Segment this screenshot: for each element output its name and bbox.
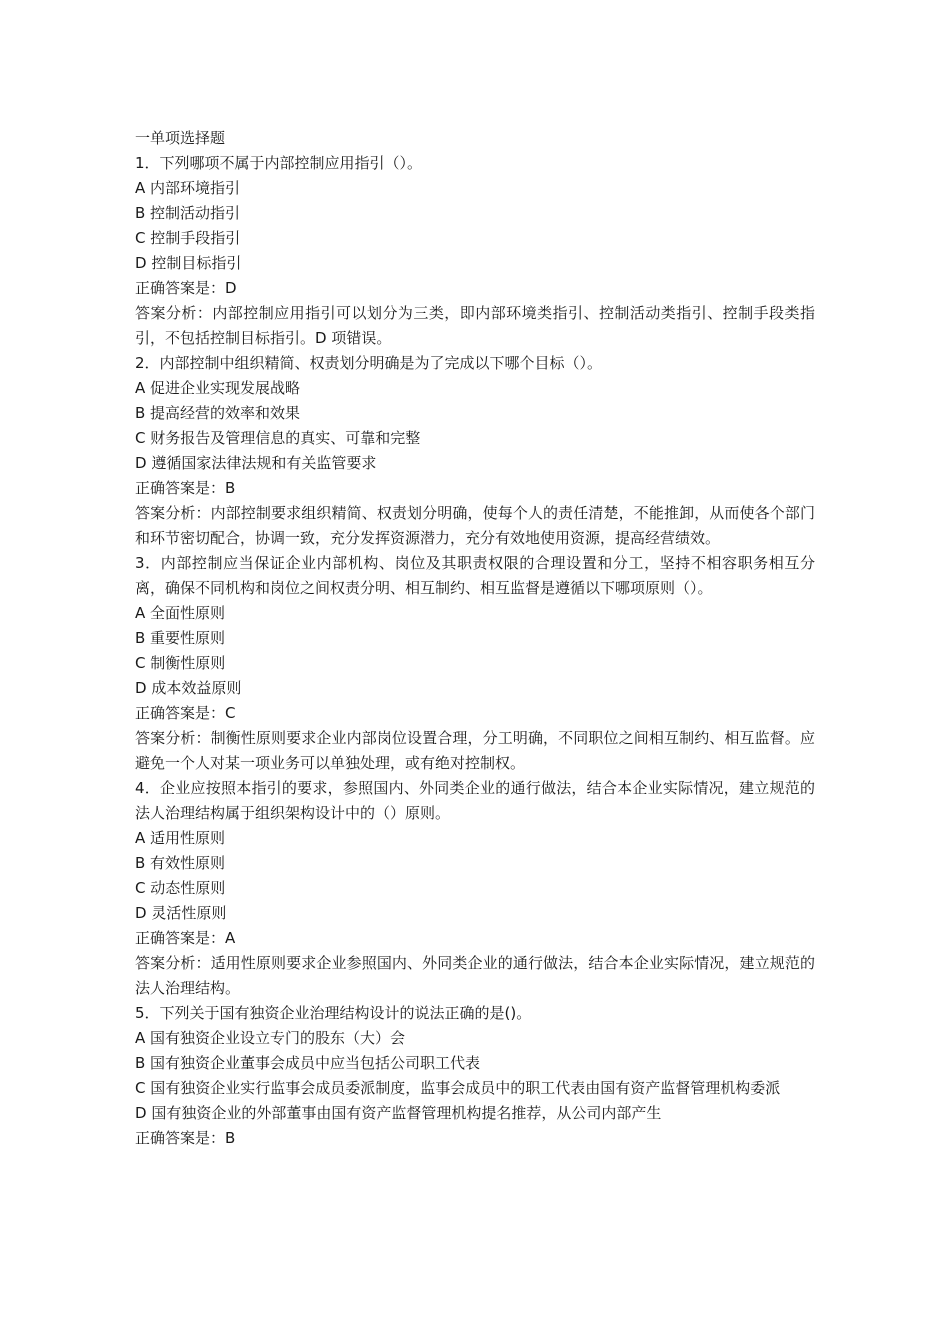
question-3: [135, 551, 815, 776]
option-a: A 适用性原则: [135, 829, 226, 847]
question-4: [135, 776, 815, 1001]
question-1: [135, 151, 815, 351]
question-2: [135, 351, 815, 551]
option-d: D 遵循国家法律法规和有关监管要求: [135, 454, 377, 472]
option-b: B 重要性原则: [135, 629, 226, 647]
answer-analysis: 答案分析：内部控制要求组织精简、权责划分明确，使每个人的责任清楚，不能推卸，从而使各个部门和环节密切配合，协调一致，充分发挥资源潜力，充分有效地使用资源，提高经营绩效。: [135, 504, 815, 547]
option-b: B 有效性原则: [135, 854, 226, 872]
document-page: [135, 126, 815, 1151]
section-title: 一单项选择题: [135, 129, 226, 147]
option-b: B 控制活动指引: [135, 204, 241, 222]
question-stem: 3．内部控制应当保证企业内部机构、岗位及其职责权限的合理设置和分工，坚持不相容职务相互分离，确保不同机构和岗位之间权责分明、相互制约、相互监督是遵循以下哪项原则（）。: [135, 554, 815, 597]
option-a: A 全面性原则: [135, 604, 226, 622]
answer-analysis: 答案分析：内部控制应用指引可以划分为三类，即内部环境类指引、控制活动类指引、控制手段类指引，不包括控制目标指引。D 项错误。: [135, 304, 815, 347]
option-c: C 制衡性原则: [135, 654, 226, 672]
option-d: D 国有独资企业的外部董事由国有资产监督管理机构提名推荐，从公司内部产生: [135, 1104, 662, 1122]
option-b: B 国有独资企业董事会成员中应当包括公司职工代表: [135, 1054, 481, 1072]
correct-answer: 正确答案是：B: [135, 1129, 236, 1147]
option-c: C 控制手段指引: [135, 229, 241, 247]
question-stem: 4．企业应按照本指引的要求，参照国内、外同类企业的通行做法，结合本企业实际情况，建立规范的法人治理结构属于组织架构设计中的（）原则。: [135, 779, 815, 822]
correct-answer: 正确答案是：A: [135, 929, 236, 947]
question-stem: 2．内部控制中组织精简、权责划分明确是为了完成以下哪个目标（）。: [135, 354, 603, 372]
option-c: C 动态性原则: [135, 879, 226, 897]
option-a: A 内部环境指引: [135, 179, 241, 197]
correct-answer: 正确答案是：B: [135, 479, 236, 497]
option-b: B 提高经营的效率和效果: [135, 404, 301, 422]
option-c: C 国有独资企业实行监事会成员委派制度，监事会成员中的职工代表由国有资产监督管理机构委派: [135, 1079, 781, 1097]
option-d: D 灵活性原则: [135, 904, 227, 922]
option-d: D 成本效益原则: [135, 679, 242, 697]
option-d: D 控制目标指引: [135, 254, 242, 272]
correct-answer: 正确答案是：D: [135, 279, 237, 297]
answer-analysis: 答案分析：适用性原则要求企业参照国内、外同类企业的通行做法，结合本企业实际情况，建立规范的法人治理结构。: [135, 954, 815, 997]
correct-answer: 正确答案是：C: [135, 704, 236, 722]
question-stem: 1．下列哪项不属于内部控制应用指引（）。: [135, 154, 423, 172]
option-c: C 财务报告及管理信息的真实、可靠和完整: [135, 429, 421, 447]
option-a: A 国有独资企业设立专门的股东（大）会: [135, 1029, 406, 1047]
option-a: A 促进企业实现发展战略: [135, 379, 301, 397]
question-5: [135, 1001, 815, 1151]
question-stem: 5．下列关于国有独资企业治理结构设计的说法正确的是()。: [135, 1004, 532, 1022]
answer-analysis: 答案分析：制衡性原则要求企业内部岗位设置合理，分工明确，不同职位之间相互制约、相互监督。应避免一个人对某一项业务可以单独处理，或有绝对控制权。: [135, 729, 815, 772]
